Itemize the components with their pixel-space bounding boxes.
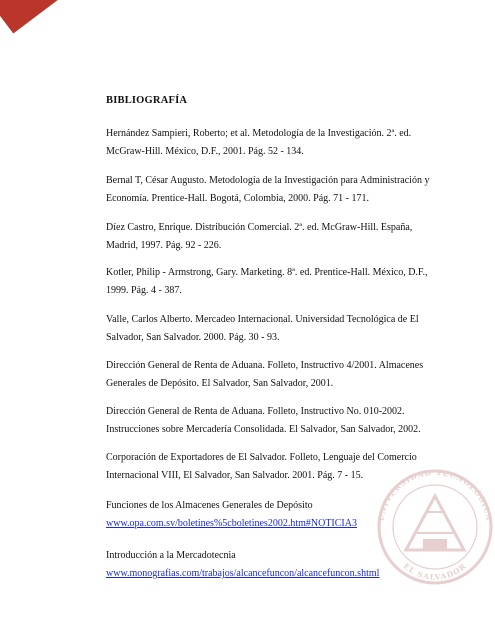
bibliography-entry bbox=[106, 219, 422, 255]
origin-stamp bbox=[0, 0, 117, 34]
bibliography-entry bbox=[106, 357, 422, 393]
entry-link[interactable]: www.opa.com.sv/boletines%5cboletines2002.htm#NOTICIA3 bbox=[106, 518, 357, 529]
bibliography-entry bbox=[106, 125, 422, 161]
entry-line: Dirección General de Renta de Aduana. Folleto, Instructivo No. 010-2002. bbox=[106, 406, 405, 417]
entry-line: Salvador, San Salvador. 2000. Pág. 30 - 93. bbox=[106, 332, 280, 343]
origin-stamp-subtext bbox=[0, 0, 98, 8]
seal-text-bottom: EL SALVADOR bbox=[401, 561, 469, 582]
entry-line: Dirección General de Renta de Aduana. Folleto, Instructivo 4/2001. Almacenes bbox=[106, 360, 424, 371]
entry-line: McGraw-Hill. México, D.F., 2001. Pág. 52 - 134. bbox=[106, 146, 304, 157]
entry-line: Valle, Carlos Alberto. Mercadeo Internacional. Universidad Tecnológica de El bbox=[106, 314, 419, 325]
entry-line: Hernández Sampieri, Roberto; et al. Metodología de la Investigación. 2ª. ed. bbox=[106, 128, 412, 139]
entry-link[interactable]: www.monografias.com/trabajos/alcancefuncon/alcancefuncon.shtml bbox=[106, 568, 380, 579]
entry-line: Madrid, 1997. Pág. 92 - 226. bbox=[106, 240, 222, 251]
bibliography-entry bbox=[106, 311, 422, 347]
bibliography-entry bbox=[106, 172, 430, 208]
origin-stamp-label bbox=[0, 0, 94, 2]
entry-line: Funciones de los Almacenes Generales de Depósito bbox=[106, 500, 313, 511]
entry-line: Corporación de Exportadores de El Salvador. Folleto, Lenguaje del Comercio bbox=[106, 452, 417, 463]
entry-line: Instrucciones sobre Mercadería Consolidada. El Salvador, San Salvador, 2002. bbox=[106, 424, 421, 435]
entry-line: Introducción a la Mercadotecnia bbox=[106, 550, 236, 561]
entry-line: Kotler, Philip - Armstrong, Gary. Marketing. 8ª. ed. Prentice-Hall. México, D.F., bbox=[106, 267, 428, 278]
bibliography-entry bbox=[106, 264, 428, 300]
entry-line: Generales de Depósito. El Salvador, San Salvador, 2001. bbox=[106, 378, 334, 389]
entry-line: Díez Castro, Enrique. Distribución Comercial. 2ª. ed. McGraw-Hill. España, bbox=[106, 222, 413, 233]
bibliography-entry bbox=[106, 403, 422, 439]
page-title: BIBLIOGRAFÍA bbox=[106, 95, 188, 106]
entry-line: Economía. Prentice-Hall. Bogotá, Colombia, 2000. Pág. 71 - 171. bbox=[106, 193, 370, 204]
entry-line: Bernal T, César Augusto. Metodología de la Investigación para Administración y bbox=[106, 175, 430, 186]
bibliography-entry bbox=[106, 497, 422, 533]
seal-text-top: UNIVERSIDAD TECNOLÓGICA bbox=[376, 467, 494, 522]
entry-line: 1999. Pág. 4 - 387. bbox=[106, 285, 182, 296]
bibliography-entry bbox=[106, 547, 422, 583]
entry-line: Internacional VIII, El Salvador, San Salvador. 2001. Pág. 7 - 15. bbox=[106, 470, 364, 481]
bibliography-entry bbox=[106, 449, 422, 485]
